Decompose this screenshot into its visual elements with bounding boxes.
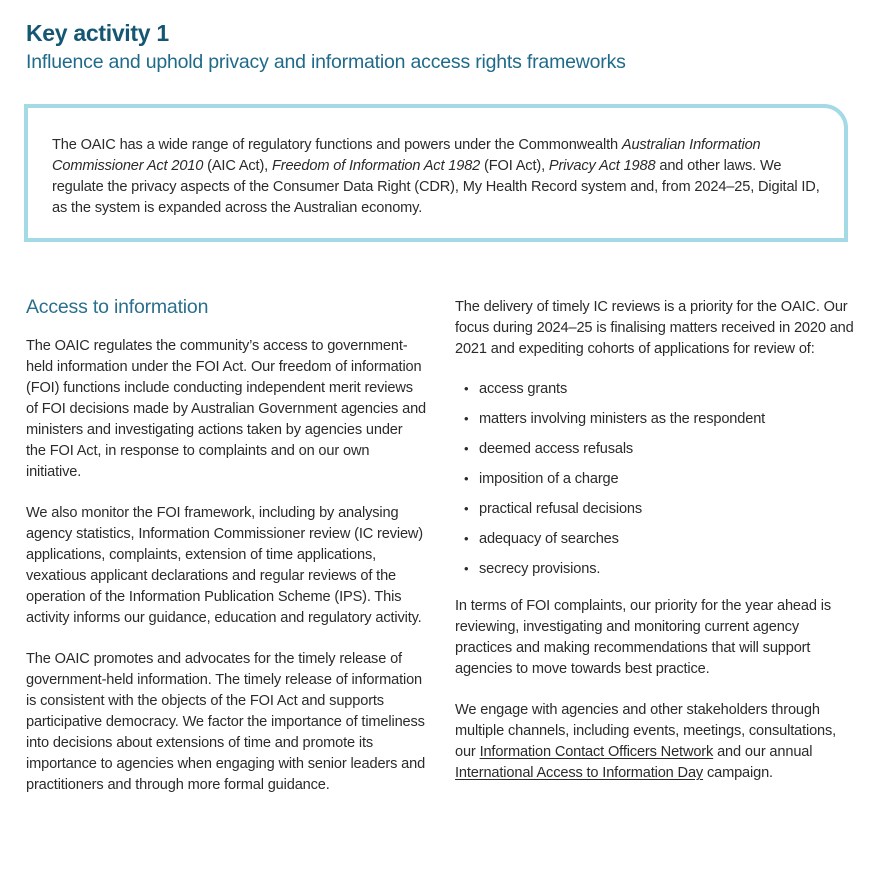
bullet-icon: • — [464, 411, 469, 426]
list-item — [455, 374, 855, 404]
list-item — [455, 524, 855, 554]
paragraph-promotes-release: The OAIC promotes and advocates for the timely release of government-held information. The timely release of information is consistent with the objects of the FOI Act and supports participative democracy. We factor the importance of timeliness into decisions about extensions of time and promote its importance to agencies when engaging with senior leaders and practitioners and through more formal guidance. — [26, 651, 426, 793]
paragraph-ic-reviews-priority: The delivery of timely IC reviews is a priority for the OAIC. Our focus during 2024–25 is finalising matters received in 2020 and 2021 and expediting cohorts of applications for review of: — [455, 299, 854, 357]
review-cohorts-list — [455, 374, 855, 584]
left-column — [26, 294, 426, 816]
act-name-foi: Freedom of Information Act 1982 — [271, 158, 481, 174]
callout-text-part: (FOI Act), — [480, 158, 549, 174]
paragraph-engage-stakeholders — [455, 700, 855, 784]
paragraph-regulates-access: The OAIC regulates the community’s access to government-held information under the FOI Act. Our freedom of information (FOI) functions include conducting independent merit reviews of FOI decisions made by Australian Government agencies and ministers and investigating actions taken by agencies under the FOI Act, in response to complaints and on our own initiative. — [26, 338, 426, 480]
engage-text-part: and our annual — [713, 744, 813, 760]
list-item — [455, 494, 855, 524]
bullet-icon: • — [464, 471, 469, 486]
bullet-icon: • — [464, 501, 469, 516]
list-item-text: adequacy of searches — [479, 531, 619, 547]
right-column — [455, 297, 855, 804]
list-item-text: deemed access refusals — [479, 441, 634, 457]
callout-text — [52, 135, 822, 219]
link-information-contact-officers-network[interactable]: Information Contact Officers Network — [479, 744, 714, 760]
callout-text-part: (AIC Act), — [203, 158, 272, 174]
bullet-icon: • — [464, 381, 469, 396]
list-item — [455, 554, 855, 584]
list-item — [455, 404, 855, 434]
intro-callout-box — [24, 104, 848, 242]
bullet-icon: • — [464, 441, 469, 456]
list-item-text: imposition of a charge — [479, 471, 619, 487]
paragraph-monitor-framework: We also monitor the FOI framework, including by analysing agency statistics, Information Commissioner review (IC review) applications, complaints, extension of time applications, vexatious applicant declarations and regular reviews of the operation of the Information Publication Scheme (IPS). This activity informs our guidance, education and regulatory activity. — [26, 505, 424, 626]
list-item-text: matters involving ministers as the respondent — [479, 411, 766, 427]
bullet-icon: • — [464, 561, 469, 576]
page-subtitle: Influence and uphold privacy and information access rights frameworks — [26, 51, 626, 73]
list-item — [455, 464, 855, 494]
list-item-text: access grants — [479, 381, 568, 397]
act-name-privacy: Privacy Act 1988 — [548, 158, 656, 174]
paragraph-foi-complaints: In terms of FOI complaints, our priority for the year ahead is reviewing, investigating and monitoring current agency practices and making recommendations that will support agencies to move towards best practice. — [455, 598, 831, 677]
page-title: Key activity 1 — [26, 20, 169, 46]
list-item — [455, 434, 855, 464]
engage-text-part: We engage with agencies and other stakeholders through multiple channels, including events, meetings, consultations, our — [455, 702, 837, 760]
section-heading-access-to-information: Access to information — [26, 296, 209, 318]
bullet-icon: • — [464, 531, 469, 546]
engage-text-part: campaign. — [703, 765, 773, 781]
link-international-access-to-information-day[interactable]: International Access to Information Day — [455, 765, 704, 781]
act-name-aic: Australian Information Commissioner Act 2010 — [52, 137, 761, 174]
list-item-text: practical refusal decisions — [479, 501, 643, 517]
callout-text-part: The OAIC has a wide range of regulatory functions and powers under the Commonwealth — [52, 137, 622, 153]
list-item-text: secrecy provisions. — [479, 561, 601, 577]
callout-text-part: and other laws. We regulate the privacy aspects of the Consumer Data Right (CDR), My Health Record system and, from 2024–25, Digital ID, as the system is expanded across the Australian economy. — [52, 158, 820, 216]
